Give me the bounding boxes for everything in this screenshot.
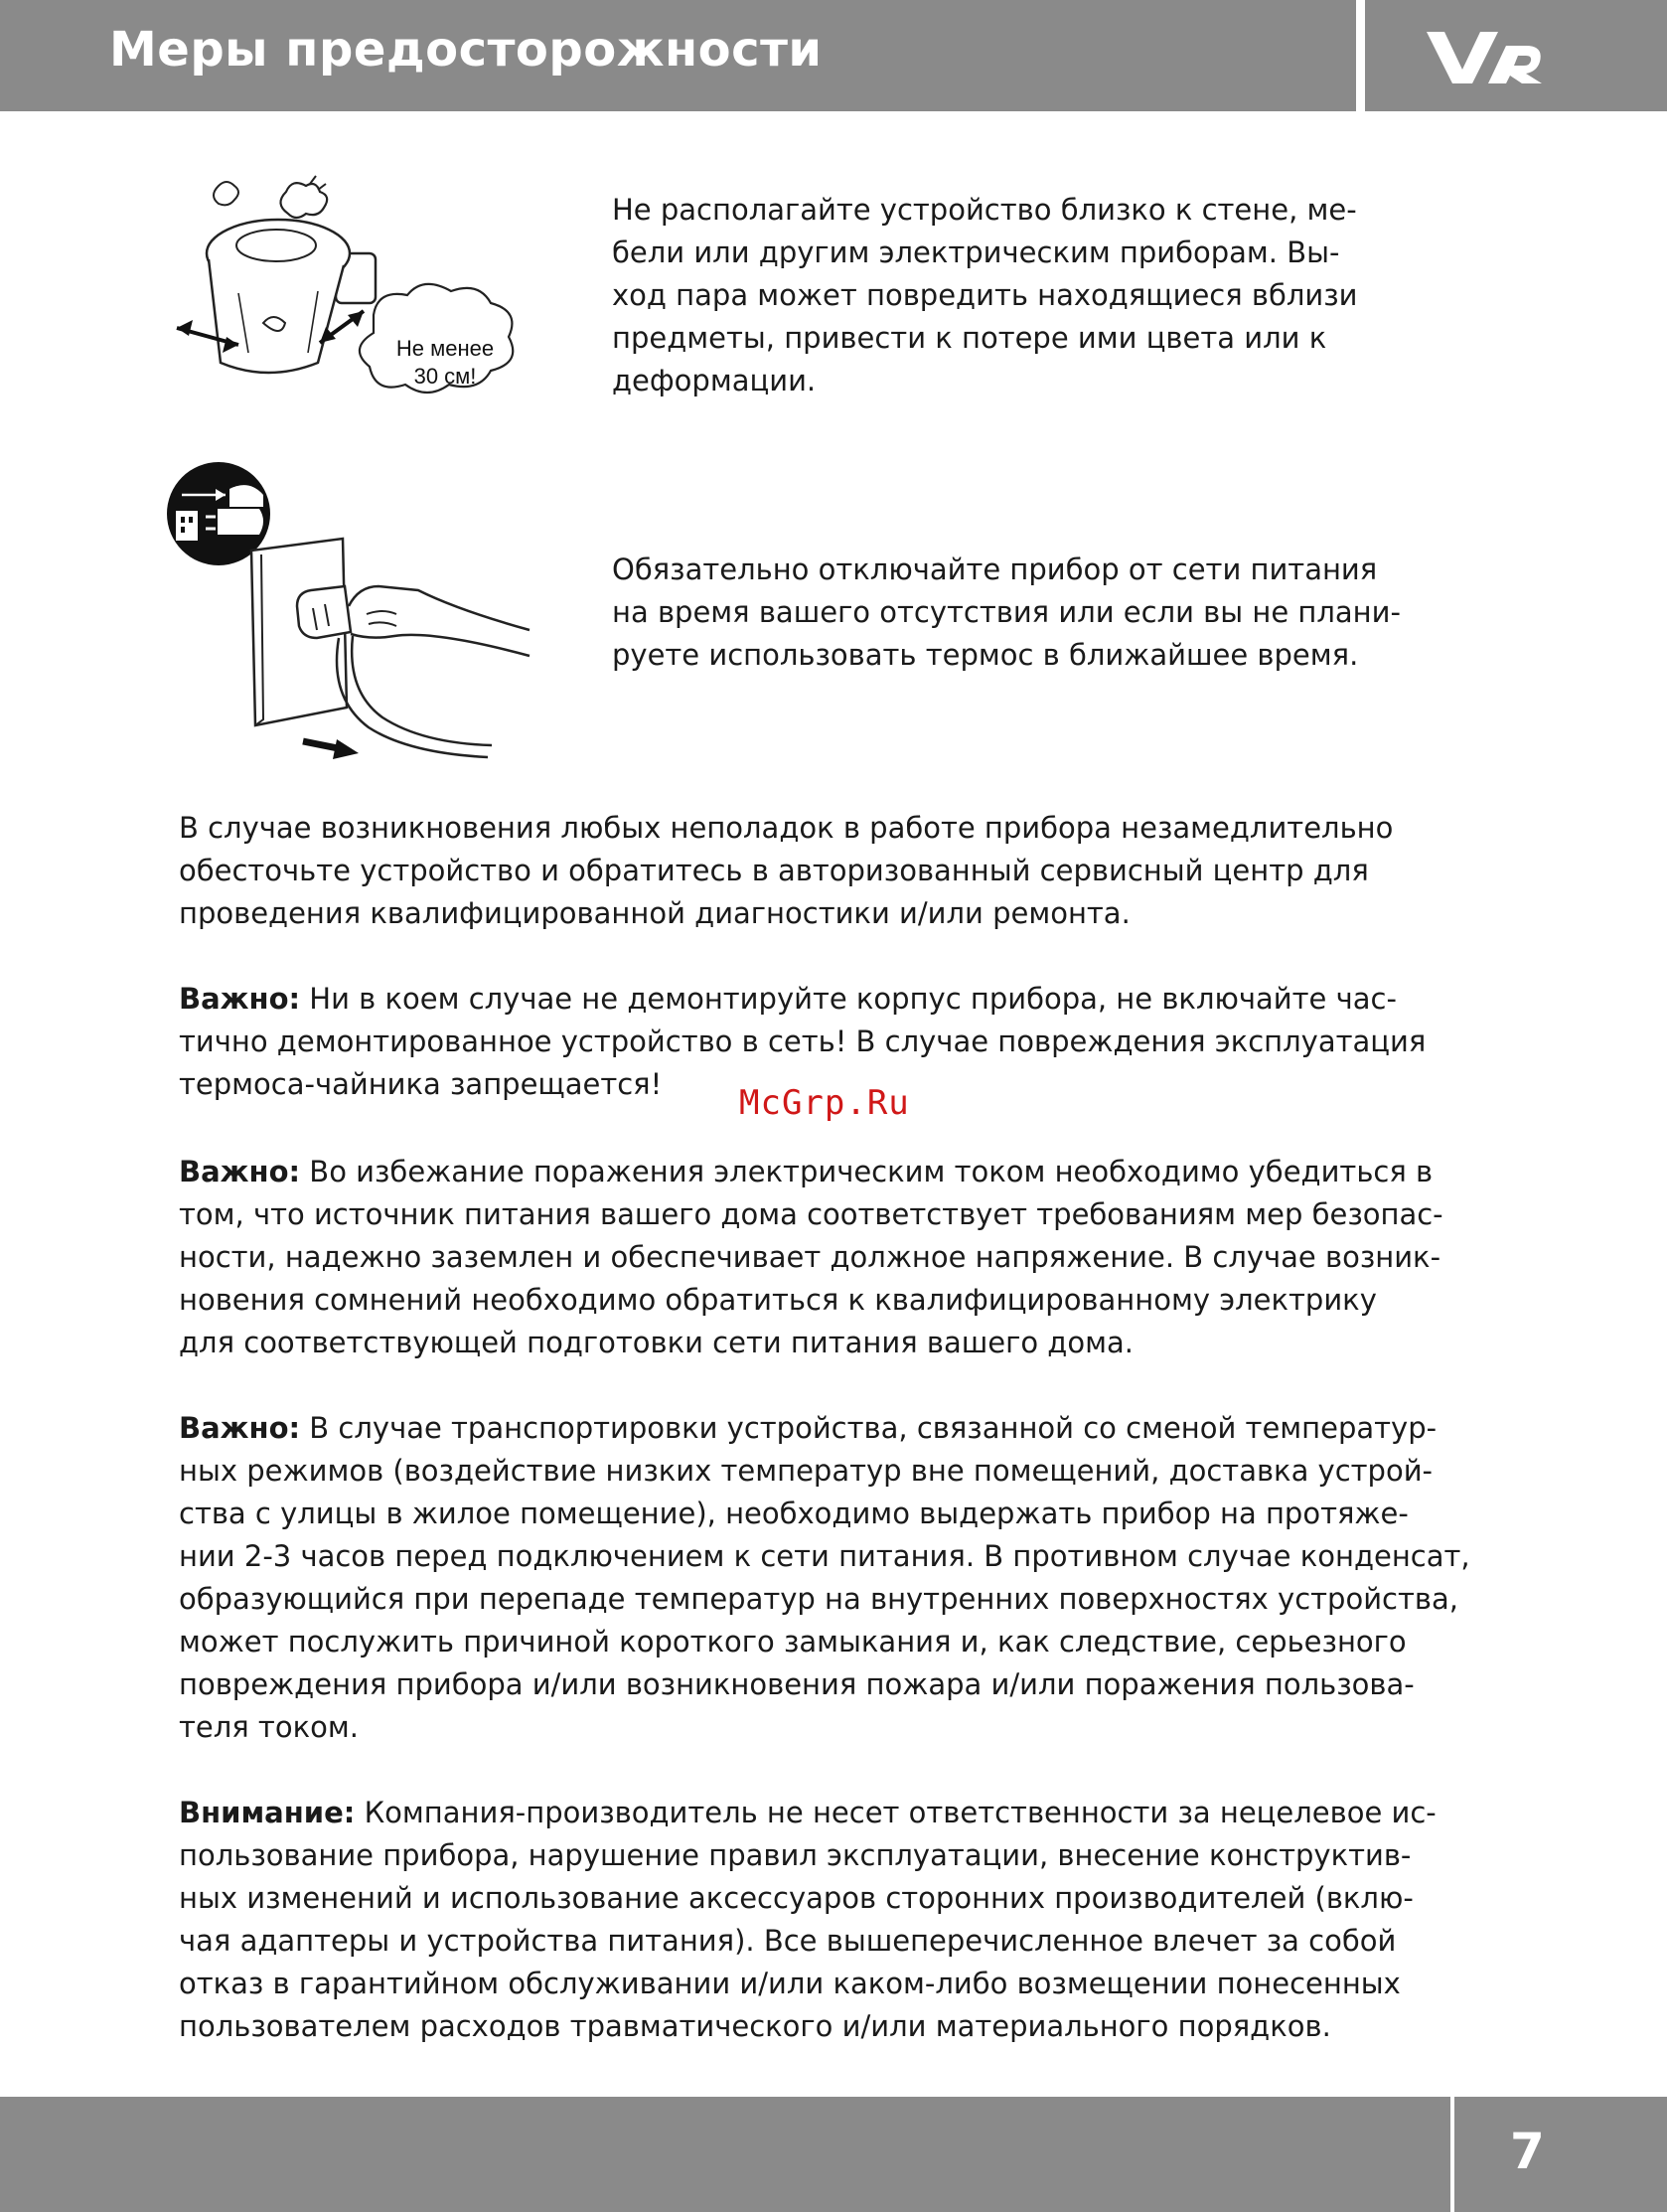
bubble-line-2: 30 см! xyxy=(413,364,477,389)
paragraph-line: ных изменений и использование аксессуаров сторонних производителей (вклю- xyxy=(179,1881,1414,1915)
paragraph-line: В случае возникновения любых неполадок в работе прибора незамедлительно xyxy=(179,811,1394,845)
page-header xyxy=(0,0,1667,111)
paragraph-line: Важно: В случае транспортировки устройства, связанной со сменой температур- xyxy=(179,1411,1438,1445)
paragraph-line: ности, надежно заземлен и обеспечивает должное напряжение. В случае возник- xyxy=(179,1240,1441,1274)
paragraph-line: ных режимов (воздействие низких температур вне помещений, доставка устрой- xyxy=(179,1454,1434,1488)
section2-line: руете использовать термос в ближайшее время. xyxy=(612,638,1359,672)
important-label: Важно: xyxy=(179,1411,301,1445)
header-divider xyxy=(1356,0,1365,111)
paragraph-line: пользователем расходов травматического и/или материального порядков. xyxy=(179,2009,1331,2043)
section2-line: на время вашего отсутствия или если вы не плани- xyxy=(612,595,1401,629)
paragraph-line: может послужить причиной короткого замыкания и, как следствие, серьезного xyxy=(179,1625,1407,1659)
paragraph-line: нии 2-3 часов перед подключением к сети питания. В противном случае конденсат, xyxy=(179,1539,1470,1573)
paragraph-line: термоса-чайника запрещается! xyxy=(179,1067,663,1101)
paragraph-line: теля током. xyxy=(179,1710,359,1744)
paragraph-line: для соответствующей подготовки сети питания вашего дома. xyxy=(179,1326,1134,1359)
paragraph-important-transport xyxy=(179,1407,1500,1749)
paragraph-line: ства с улицы в жилое помещение), необходимо выдержать прибор на протяже- xyxy=(179,1497,1409,1530)
page-footer xyxy=(0,2097,1667,2212)
attention-label: Внимание: xyxy=(179,1796,356,1829)
vr-logo xyxy=(1423,22,1552,91)
paragraph-line: Важно: Ни в коем случае не демонтируйте корпус прибора, не включайте час- xyxy=(179,982,1397,1016)
section1-line: Не располагайте устройство близко к стене, ме- xyxy=(612,193,1357,227)
page-title: Меры предосторожности xyxy=(109,22,823,78)
paragraph-line: Важно: Во избежание поражения электрическим током необходимо убедиться в xyxy=(179,1155,1434,1188)
distance-bubble-text xyxy=(385,335,505,391)
paragraph-line: повреждения прибора и/или возникновения пожара и/или поражения пользова- xyxy=(179,1667,1415,1701)
paragraph-line: чая адаптеры и устройства питания). Все вышеперечисленное влечет за собой xyxy=(179,1924,1397,1958)
section1-line: предметы, привести к потере ими цвета или к xyxy=(612,321,1327,355)
paragraph-attention-liability xyxy=(179,1792,1500,2048)
unplug-illustration xyxy=(164,459,541,777)
paragraph-line: Внимание: Компания-производитель не несет ответственности за нецелевое ис- xyxy=(179,1796,1437,1829)
section2-line: Обязательно отключайте прибор от сети питания xyxy=(612,553,1378,586)
bubble-line-1: Не менее xyxy=(395,336,495,361)
section1-line: бели или другим электрическим приборам. Вы- xyxy=(612,236,1340,269)
paragraph-line: новения сомнений необходимо обратиться к квалифицированному электрику xyxy=(179,1283,1377,1317)
section2-text xyxy=(612,549,1427,677)
paragraph-line: обесточьте устройство и обратитесь в авторизованный сервисный центр для xyxy=(179,854,1369,887)
important-label: Важно: xyxy=(179,982,301,1016)
watermark: McGrp.Ru xyxy=(739,1083,910,1123)
paragraph-line: проведения квалифицированной диагностики и/или ремонта. xyxy=(179,896,1131,930)
section1-line: деформации. xyxy=(612,364,817,397)
paragraph-line: том, что источник питания вашего дома соответствует требованиям мер безопас- xyxy=(179,1197,1443,1231)
paragraph-line: образующийся при перепаде температур на внутренних поверхностях устройства, xyxy=(179,1582,1458,1616)
paragraph-important-power xyxy=(179,1151,1500,1364)
section1-text xyxy=(612,189,1407,402)
paragraph-line: отказ в гарантийном обслуживании и/или каком-либо возмещении понесенных xyxy=(179,1967,1401,2000)
paragraph-line: тично демонтированное устройство в сеть! В случае повреждения эксплуатация xyxy=(179,1025,1427,1058)
footer-divider xyxy=(1450,2097,1454,2212)
paragraph-malfunction xyxy=(179,807,1500,935)
page-number: 7 xyxy=(1510,2123,1545,2180)
section1-line: ход пара может повредить находящиеся вблизи xyxy=(612,278,1358,312)
paragraph-line: пользование прибора, нарушение правил эксплуатации, внесение конструктив- xyxy=(179,1838,1412,1872)
important-label: Важно: xyxy=(179,1155,301,1188)
